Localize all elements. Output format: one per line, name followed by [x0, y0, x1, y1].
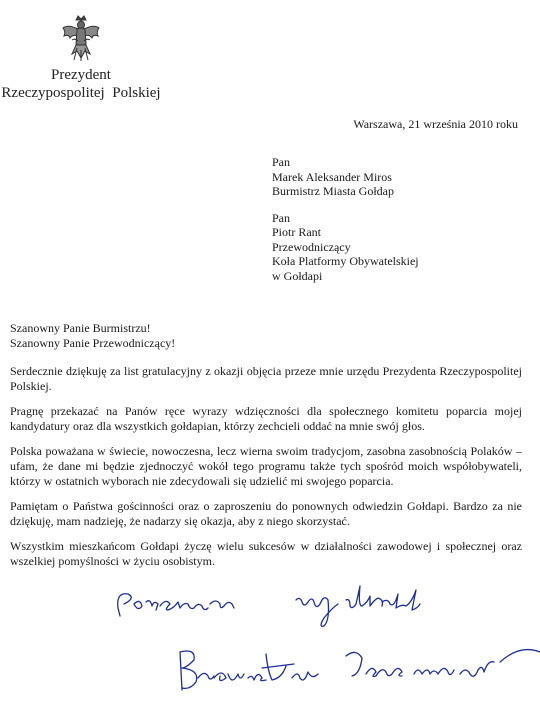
letter-date: Warszawa, 21 września 2010 roku	[353, 117, 518, 131]
letter-body	[10, 364, 522, 579]
handwritten-signature-area	[0, 582, 540, 704]
recipients	[272, 155, 419, 295]
salutation	[10, 321, 175, 351]
body-paragraph: Pragnę przekazać na Panów ręce wyrazy wdzięczności dla społecznego komitetu poparcia mojej kandydatury oraz dla wszystkich gołdapian, którzy zechcieli oddać na mnie swój głos.	[10, 404, 522, 433]
recipient-line: Burmistrz Miasta Gołdap	[272, 184, 394, 198]
handwritten-closing	[118, 586, 420, 626]
recipient-block	[272, 211, 419, 284]
body-paragraph: Polska poważana w świecie, nowoczesna, lecz wierna swoim tradycjom, zasobna zasobnością Polaków – ufam, że dane mi będzie zjednoczyć wokół tego programu także tych spośród moich współobywateli, którzy w ostatnich wyborach nie zdecydowali się udzielić mi swojego poparcia.	[10, 444, 522, 488]
recipient-line: Koła Platformy Obywatelskiej	[272, 254, 419, 268]
recipient-line: Przewodniczący	[272, 239, 351, 254]
body-paragraph: Pamiętam o Państwa gościnności oraz o zaproszeniu do ponownych odwiedzin Gołdapi. Bardzo za nie dziękuję, mam nadzieję, że nadarzy się okazja, aby z niego skorzystać.	[10, 499, 522, 528]
polish-eagle-emblem-icon	[60, 14, 102, 62]
handwritten-signature	[180, 650, 540, 690]
sender-line1: Prezydent	[51, 67, 111, 83]
recipient-line: Pan	[272, 155, 290, 169]
body-paragraph: Serdecznie dziękuję za list gratulacyjny z okazji objęcia przeze mnie urzędu Prezydenta Rzeczypospolitej Polskiej.	[10, 364, 522, 393]
salutation-line: Szanowny Panie Przewodniczący!	[10, 336, 176, 350]
sender-line2: Rzeczypospolitej Polskiej	[1, 85, 161, 101]
recipient-line: Marek Aleksander Miros	[272, 169, 392, 184]
sender-title	[0, 66, 162, 102]
recipient-line: Piotr Rant	[272, 225, 322, 239]
body-paragraph: Wszystkim mieszkańcom Gołdapi życzę wielu sukcesów w działalności zawodowej i społecznej oraz wszelkiej pomyślności w życiu osobistym.	[10, 539, 522, 568]
recipient-block	[272, 155, 419, 199]
recipient-line: w Gołdapi	[272, 268, 323, 283]
recipient-line: Pan	[272, 210, 290, 225]
salutation-line: Szanowny Panie Burmistrzu!	[10, 321, 151, 335]
